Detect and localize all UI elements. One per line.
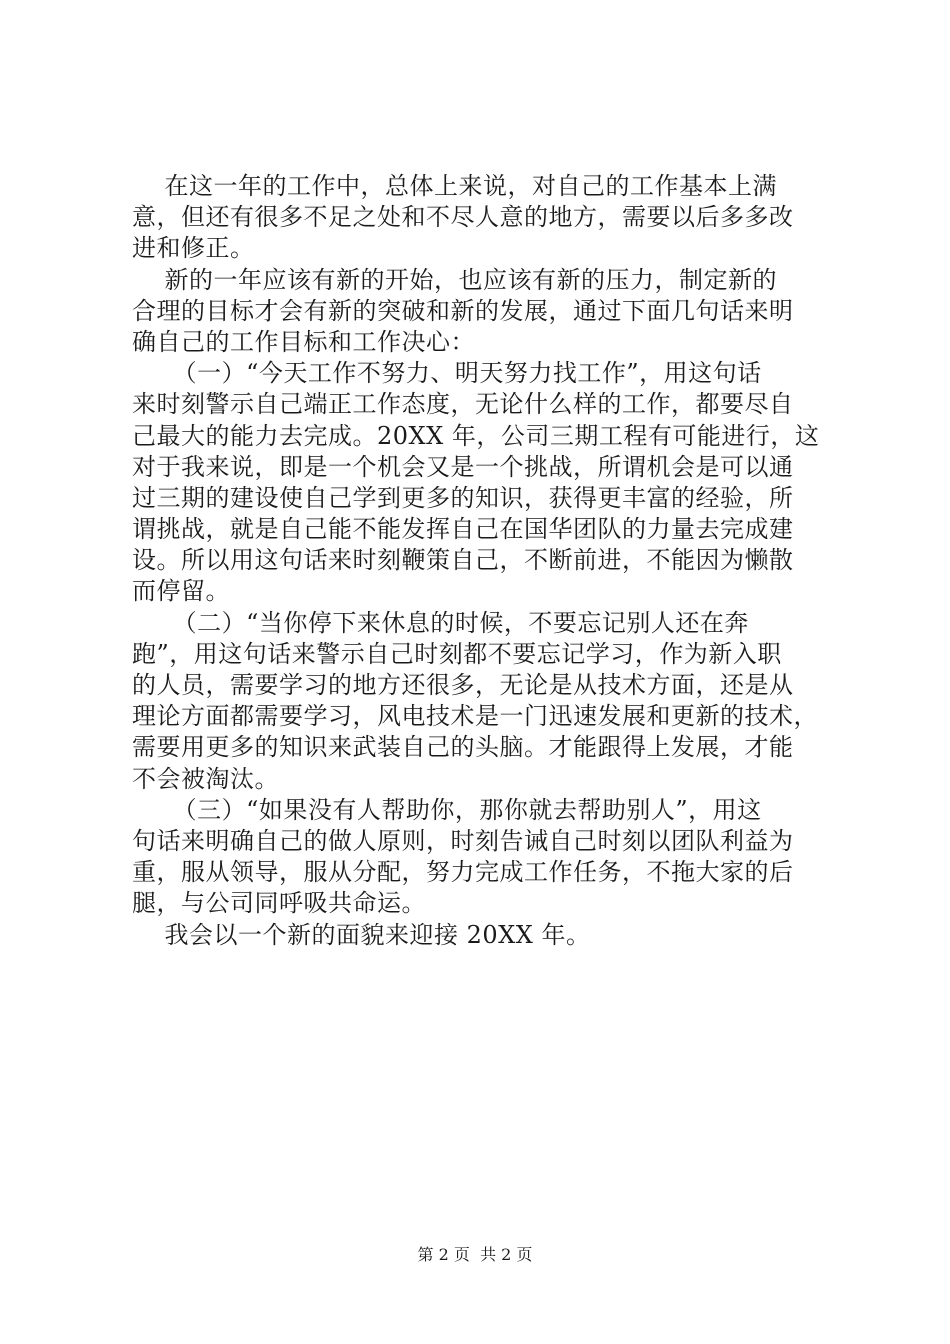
text-line: 腿，与公司同呼吸共命运。 (132, 889, 426, 918)
text-line: 而停留。 (132, 577, 230, 606)
text-line: （三）“如果没有人帮助你，那你就去帮助别人”，用这 (132, 795, 762, 824)
text-line: 句话来明确自己的做人原则，时刻告诫自己时刻以团队利益为 (132, 826, 794, 855)
text-line: 新的一年应该有新的开始，也应该有新的压力，制定新的 (132, 265, 778, 294)
page-footer (0, 1245, 950, 1265)
text-line: 不会被淘汰。 (132, 764, 279, 793)
text-line: 对于我来说，即是一个机会又是一个挑战，所谓机会是可以通 (132, 452, 794, 481)
text-line: 我会以一个新的面貌来迎接 20XX 年。 (132, 920, 591, 949)
text-line: 意，但还有很多不足之处和不尽人意的地方，需要以后多多改 (132, 203, 794, 232)
text-line: （二）“当你停下来休息的时候，不要忘记别人还在奔 (132, 608, 749, 637)
text-line: 来时刻警示自己端正工作态度，无论什么样的工作，都要尽自 (132, 390, 794, 419)
text-line: 理论方面都需要学习，风电技术是一门迅速发展和更新的技术， (132, 702, 818, 731)
text-line: 合理的目标才会有新的突破和新的发展，通过下面几句话来明 (132, 296, 794, 325)
text-line: 跑”，用这句话来警示自己时刻都不要忘记学习，作为新入职 (132, 639, 782, 668)
text-line: 设。所以用这句话来时刻鞭策自己，不断前进，不能因为懒散 (132, 546, 794, 575)
text-line: 己最大的能力去完成。20XX 年，公司三期工程有可能进行，这 (132, 421, 820, 450)
text-line: 的人员，需要学习的地方还很多，无论是从技术方面，还是从 (132, 671, 794, 699)
text-line: 需要用更多的知识来武装自己的头脑。才能跟得上发展，才能 (132, 733, 794, 762)
text-line: 确自己的工作目标和工作决心： (132, 327, 475, 356)
text-line: （一）“今天工作不努力、明天努力找工作”，用这句话 (132, 359, 762, 388)
text-line: 在这一年的工作中，总体上来说，对自己的工作基本上满 (132, 172, 778, 200)
text-line: 进和修正。 (132, 234, 255, 263)
text-line: 重，服从领导，服从分配，努力完成工作任务，不拖大家的后 (132, 858, 794, 887)
text-line: 谓挑战，就是自己能不能发挥自己在国华团队的力量去完成建 (132, 515, 794, 544)
text-line: 过三期的建设使自己学到更多的知识，获得更丰富的经验，所 (132, 483, 794, 512)
document-body (132, 171, 842, 951)
page-number-label: 第 2 页 共 2 页 (417, 1245, 533, 1264)
